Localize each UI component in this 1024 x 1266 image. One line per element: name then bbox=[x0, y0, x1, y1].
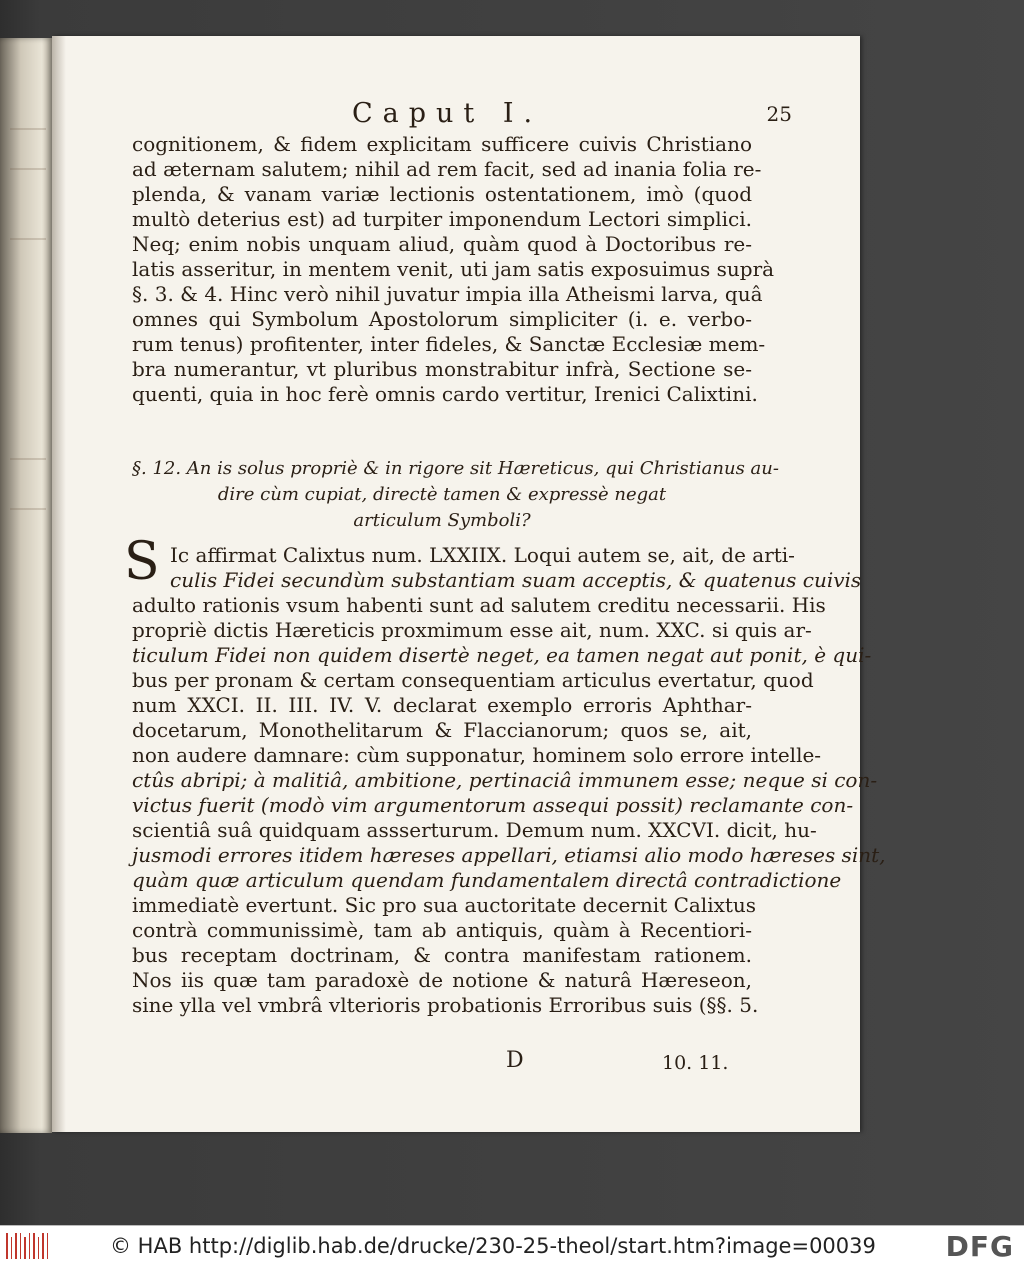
text-line: §. 3. & 4. Hinc verò nihil juvatur impia illa Atheismi larva, quâ bbox=[132, 282, 763, 306]
copyright-url: © HAB http://diglib.hab.de/drucke/230-25-theol/start.htm?image=00039 bbox=[110, 1234, 876, 1258]
text-line: Ic affirmat Calixtus num. LXXIIX. Loqui autem se, ait, de arti- bbox=[170, 543, 795, 567]
text-line: bra numerantur, vt pluribus monstrabitur infrà, Sectione se- bbox=[132, 357, 752, 381]
text-line: quenti, quia in hoc ferè omnis cardo vertitur, Irenici Calixtini. bbox=[132, 382, 758, 406]
text-line: non audere damnare: cùm supponatur, hominem solo errore intelle- bbox=[132, 743, 822, 767]
text-line: multò deterius est) ad turpiter imponendum Lectori simplici. bbox=[132, 207, 752, 231]
text-line: Neq; enim nobis unquam aliud, quàm quod à Doctoribus re- bbox=[132, 232, 752, 256]
text-line: ctûs abripi; à malitiâ, ambitione, pertinaciâ immunem esse; neque si con- bbox=[132, 768, 878, 792]
signature-mark: D bbox=[506, 1048, 524, 1073]
text-line: sine ylla vel vmbrâ vlterioris probationis Erroribus suis (§§. 5. bbox=[132, 993, 759, 1017]
text-line: bus receptam doctrinam, & contra manifestam rationem. bbox=[132, 943, 752, 967]
text-line: Nos iis quæ tam paradoxè de notione & naturâ Hæreseon, bbox=[132, 968, 752, 992]
hab-logo-icon bbox=[6, 1233, 48, 1259]
text-line: ticulum Fidei non quidem disertè neget, ea tamen negat aut ponit, è qui- bbox=[132, 643, 872, 667]
page-gutter-shadow bbox=[52, 36, 66, 1132]
section-heading-line: articulum Symboli? bbox=[353, 510, 531, 531]
dfg-logo: DFG bbox=[945, 1230, 1014, 1263]
text-line: omnes qui Symbolum Apostolorum simpliciter (i. e. verbo- bbox=[132, 307, 752, 331]
section-heading-line: §. 12. An is solus propriè & in rigore sit Hæreticus, qui Christianus au- bbox=[132, 458, 779, 479]
running-head: Caput I. bbox=[352, 98, 543, 129]
text-line: bus per pronam & certam consequentiam articulus evertatur, quod bbox=[132, 668, 814, 692]
page-number: 25 bbox=[766, 102, 792, 126]
text-line: quàm quæ articulum quendam fundamentalem directâ contradictione bbox=[132, 868, 842, 892]
text-line: ad æternam salutem; nihil ad rem facit, sed ad inania folia re- bbox=[132, 157, 762, 181]
footer-bar bbox=[0, 1225, 1024, 1266]
text-line: adulto rationis vsum habenti sunt ad salutem creditu necessarii. His bbox=[132, 593, 826, 617]
text-line: immediatè evertunt. Sic pro sua auctoritate decernit Calixtus bbox=[132, 893, 757, 917]
text-line: scientiâ suâ quidquam assserturum. Demum num. XXCVI. dicit, hu- bbox=[132, 818, 817, 842]
text-line: jusmodi errores itidem hæreses appellari, etiamsi alio modo hæreses sint, bbox=[132, 843, 886, 867]
text-line: rum tenus) profitenter, inter fideles, & Sanctæ Ecclesiæ mem- bbox=[132, 332, 766, 356]
text-line: docetarum, Monothelitarum & Flaccianorum; quos se, ait, bbox=[132, 718, 752, 742]
text-line: contrà communissimè, tam ab antiquis, quàm à Recentiori- bbox=[132, 918, 752, 942]
text-line: victus fuerit (modò vim argumentorum assequi possit) reclamante con- bbox=[132, 793, 854, 817]
text-line: culis Fidei secundùm substantiam suam acceptis, & quatenus cuivis bbox=[170, 568, 862, 592]
drop-cap: S bbox=[124, 532, 160, 592]
text-line: cognitionem, & fidem explicitam sufficere cuivis Christiano bbox=[132, 132, 752, 156]
text-line: plenda, & vanam variæ lectionis ostentationem, imò (quod bbox=[132, 182, 752, 206]
facing-page-edge bbox=[0, 38, 52, 1133]
text-line: latis asseritur, in mentem venit, uti jam satis exposuimus suprà bbox=[132, 257, 775, 281]
catchword: 10. 11. bbox=[662, 1052, 729, 1074]
text-line: num XXCI. II. III. IV. V. declarat exemplo erroris Aphthar- bbox=[132, 693, 752, 717]
section-heading-line: dire cùm cupiat, directè tamen & expressè negat bbox=[217, 484, 667, 505]
book-page bbox=[52, 36, 886, 1132]
page-header bbox=[352, 98, 812, 136]
text-line: propriè dictis Hæreticis proxmimum esse ait, num. XXC. si quis ar- bbox=[132, 618, 812, 642]
